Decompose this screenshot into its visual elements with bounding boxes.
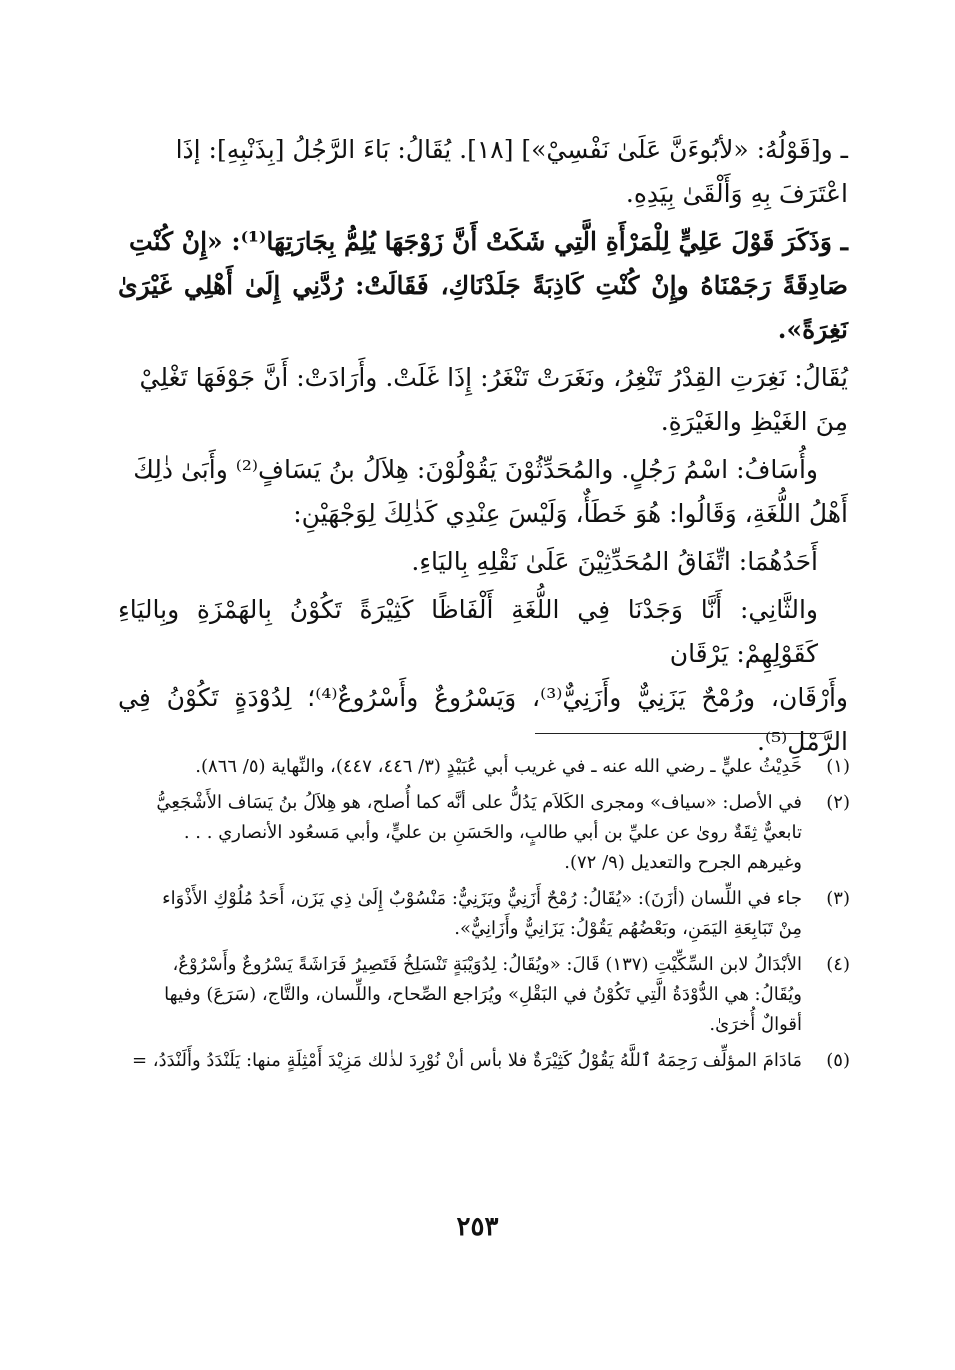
footnote-text xyxy=(110,884,802,944)
footnote-text xyxy=(110,752,802,782)
text-line: الأبْدَالُ لابن السِّكِّيْتِ (١٣٧) قَالَ: «ويُقَالُ: لِدُوَيْبَةٍ تَنْسَلِخُ فَتَصِيرُ فَرَاشَةً يَسْرُوعٌ وأَسْرُوْعٌ، xyxy=(172,954,802,975)
paragraph-1 xyxy=(118,128,848,216)
text-line: يُقَالُ: نَغِرَتِ القِدْرُ تَنْغِرُ، ونَغَرَتْ تَنْغَرُ: إِذَا غَلَتْ. وأَرَادَتْ: أَنَّ جَوْفَهَا تَغْلِيْ xyxy=(139,363,848,392)
text-line: وأَرْقَان، ورُمْحٌ يَزَنِيٌّ وأَزَنِيٌّ⁽³⁾، وَيَسْرُوعٌ وأَسْرُوعٌ⁽⁴⁾؛ لِدُوْدَةٍ تَكُوْنُ فِي الرَّمْلِ⁽⁵⁾. xyxy=(118,683,848,756)
paragraph-4 xyxy=(118,448,848,536)
footnote-number: (٣) xyxy=(826,888,850,909)
text-line: مِنْ تَبَابِعَةِ اليَمَنِ، وبَعْضُهُم يَقُوْلُ: يَزَانِيٌّ وأَزَانِيٌّ». xyxy=(454,918,802,939)
footnote-number: (١) xyxy=(826,756,850,777)
text-line: وأُسَافُ: اسْمُ رَجُلٍ. والمُحَدِّثُوْنَ يَقُوْلُوْنَ: هِلاَلُ بنُ يَسَافٍ⁽²⁾ وأَبَىٰ ذٰلِكَ xyxy=(133,455,818,484)
footnote-text xyxy=(110,1046,802,1076)
text-line: أَحَدُهُمَا: اتِّفَاقُ المُحَدِّثِيْنَ عَلَىٰ نَقْلِهِ بِاليَاءِ. xyxy=(411,547,818,576)
footnote-item xyxy=(110,788,850,878)
text-line: ـ و[قَوْلُهُ: «لأبُوءَنَّ عَلَىٰ نَفْسِيْ»] [١٨]. يُقَالُ: بَاءَ الرَّجُلُ [بِذَنْبِهِ]: إذَا xyxy=(175,135,848,164)
text-line: ـ وَذَكَرَ قَوْلَ عَلِيٍّ لِلْمَرْأَةِ الَّتِي شَكَتْ أَنَّ زَوْجَهَا يُلِمُّ بِجَارَتِهَا⁽¹⁾: «إِنْ كُنْتِ xyxy=(129,227,848,256)
footnote-item xyxy=(110,950,850,1040)
footnote-number: (٢) xyxy=(826,792,850,813)
footnotes xyxy=(110,752,850,1082)
text-line: والثَّانِي: أَنَّا وَجَدْنَا فِي اللُّغَةِ أَلْفَاظًا كَثِيْرَةً تَكُوْنُ بِالهَمْزَةِ وبِاليَاءِ كَقَوْلِهِمْ: يَرْقَان xyxy=(118,595,818,668)
footnote-text xyxy=(110,788,802,878)
text-line: تابعيٌّ ثِقَةٌ روىٰ عن عليِّ بن أبي طالبٍ، والحَسَنِ بن عليٍّ، وأبي مَسعُود الأنصاري . . . xyxy=(183,822,802,843)
text-line: اعْتَرَفَ بِهِ وَأَلْقَىٰ بِيَدِهِ. xyxy=(625,179,848,208)
text-line: صَادِقَةً رَجَمْنَاهُ وإِنْ كُنْتِ كَاذِبَةً جَلَدْنَاكِ، فَقَالَتْ: رُدَّنِي إِلَىٰ أَهْلِي غَيْرَىٰ نَغِرَةً». xyxy=(118,271,848,344)
footnote-text xyxy=(110,950,802,1040)
text-line: مِنَ الغَيْظِ والغَيْرَةِ. xyxy=(660,407,848,436)
footnote-number: (٤) xyxy=(826,954,850,975)
text-line: حَدِيْثُ عليٍّ ـ رضي الله عنه ـ في غريب أبي عُبَيْدٍ (٣/ ٤٤٦، ٤٤٧)، والنِّهاية (٥/ ٨٦٦). xyxy=(195,756,802,777)
text-line: وغيرهم الجرح والتعديل (٩/ ٧٢). xyxy=(564,852,802,873)
text-line: أقوالٌ أُخرَىٰ. xyxy=(709,1014,802,1035)
footnote-number: (٥) xyxy=(826,1050,850,1071)
footnote-item xyxy=(110,1046,850,1076)
paragraph-2 xyxy=(118,220,848,352)
text-line: في الأصل: «سياف» ومجرى الكَلاَم يَدُلُّ على أنَّه كما أُصلح، هو هِلاَلُ بنُ يَسَاف الأَشْجَعِيُّ xyxy=(156,792,802,813)
text-line: ويُقَالُ: هي الدُّوْدَةُ الَّتِي تَكُوْنُ في البَقْلِ» ويُرَاجع الصِّحاح، واللِّسان، والتَّاج، (سَرَعَ) وفيها xyxy=(164,984,802,1005)
main-text xyxy=(118,128,848,768)
text-line: أَهْلُ اللُّغَةِ، وَقَالُوا: هُوَ خَطَأٌ، وَلَيْسَ عِنْدِي كَذٰلِكَ لِوَجْهَيْنِ: xyxy=(293,499,848,528)
footnote-item xyxy=(110,884,850,944)
paragraph-3 xyxy=(118,356,848,444)
page-number: ٢٥٣ xyxy=(456,1212,499,1242)
paragraph-6 xyxy=(118,588,848,764)
text-line: جاء في اللِّسان (أزَنَ): «يُقَالُ: رُمْحٌ أَزَنِيٌّ ويَزَنِيٌّ: مَنْسُوْبٌ إِلَىٰ ذِي يَزَن، أَحَدُ مُلُوْكِ الأَذْوَاء xyxy=(162,888,802,909)
footnote-item xyxy=(110,752,850,782)
paragraph-5 xyxy=(118,540,848,584)
footnote-divider xyxy=(535,733,825,734)
text-line: مَادَامَ المؤلِّف رَحِمَهُ ٱللَّهُ يَقُوْلُ كَثِيْرَةٌ فلا بأس أنْ نُوْرِدَ لذٰلك مَزِيْدَ أَمْثِلَةٍ منها: يَلَنْدَدُ وأَلَنْدَدُ، = xyxy=(131,1050,802,1071)
